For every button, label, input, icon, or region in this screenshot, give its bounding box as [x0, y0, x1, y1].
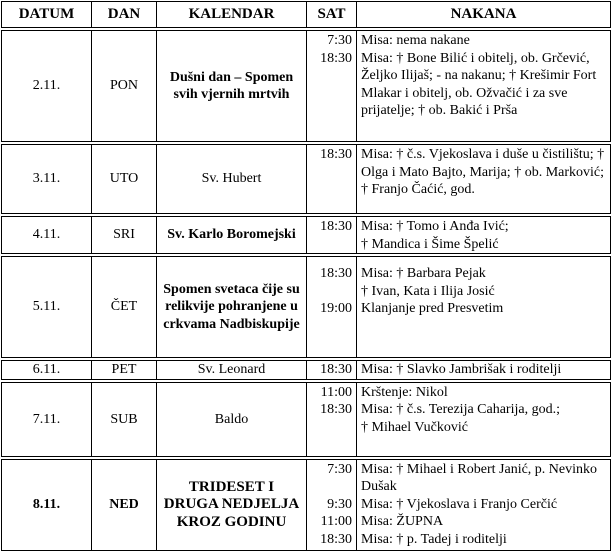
date-cell: 7.11.: [2, 382, 92, 456]
day-cell: PET: [92, 361, 157, 380]
calendar-cell: Baldo: [157, 382, 307, 456]
intention-text: Misa: † č.s. Terezija Caharija, god.;: [361, 402, 560, 418]
intention-text: Klanjanje pred Presvetim: [361, 301, 504, 317]
mass-time: 18:30: [320, 362, 352, 378]
table-row: [2, 459, 611, 550]
intention-text: Krštenje: Nikol: [361, 384, 448, 400]
date-cell: 3.11.: [2, 145, 92, 214]
time-cell: [307, 382, 357, 456]
calendar-cell: Sv. Karlo Boromejski: [157, 217, 307, 254]
date-cell: 5.11.: [2, 257, 92, 358]
date-cell: 2.11.: [2, 31, 92, 142]
calendar-cell: Sv. Leonard: [157, 361, 307, 380]
table-row: [2, 217, 611, 254]
calendar-cell: Spomen svetaca čije su relikvije pohranjene u crkvama Nadbiskupije: [157, 257, 307, 358]
intention-text: Misa: † Mihael i Robert Janić, p. Nevinko Dušak: [361, 461, 598, 495]
intention-text: Misa: † Vjekoslava i Franjo Cerčić: [361, 496, 558, 512]
day-cell: UTO: [92, 145, 157, 214]
mass-time: 18:30: [320, 147, 352, 163]
day-cell: SRI: [92, 217, 157, 254]
date-cell: 8.11.: [2, 459, 92, 550]
intention-cell: [357, 382, 611, 456]
mass-time: 7:30: [327, 461, 352, 477]
mass-schedule-table: [1, 1, 611, 551]
mass-time: 9:30: [327, 496, 352, 512]
calendar-cell: TRIDESET I DRUGA NEDJELJA KROZ GODINU: [157, 459, 307, 550]
day-cell: ČET: [92, 257, 157, 358]
mass-time: 18:30: [320, 402, 352, 418]
intention-text: Misa: nema nakane: [361, 33, 470, 49]
table-header-row: [2, 2, 611, 28]
date-cell: 4.11.: [2, 217, 92, 254]
table-row: [2, 361, 611, 380]
day-cell: PON: [92, 31, 157, 142]
time-cell: [307, 257, 357, 358]
day-cell: SUB: [92, 382, 157, 456]
table-row: [2, 382, 611, 456]
header-date: DATUM: [2, 2, 92, 28]
header-time: SAT: [307, 2, 357, 28]
header-intention: NAKANA: [357, 2, 611, 28]
header-calendar: KALENDAR: [157, 2, 307, 28]
intention-text: † Mihael Vučković: [361, 419, 468, 435]
intention-text: Misa: † Barbara Pejak: [361, 266, 486, 282]
mass-time: 18:30: [320, 50, 352, 66]
time-cell: [307, 459, 357, 550]
date-cell: 6.11.: [2, 361, 92, 380]
mass-time: 18:30: [320, 219, 352, 235]
intention-text: † Mandica i Šime Špelić: [361, 236, 499, 252]
intention-text: Misa: † Bone Bilić i obitelj, ob. Grčević, Željko Ilijaš; - na nakanu; † Krešimir Fort Mlakar i obitelj, ob. Ožvačić i za sve prijatelje; † ob. Bakić i Prša: [361, 50, 597, 119]
calendar-cell: Sv. Hubert: [157, 145, 307, 214]
time-cell: [307, 217, 357, 254]
intention-cell: [357, 145, 611, 214]
intention-text: Misa: † č.s. Vjekoslava i duše u čistilištu; † Olga i Mato Bajto, Marija; † ob. Marković; † Franjo Čaćić, god.: [361, 147, 605, 198]
calendar-cell: Dušni dan – Spomen svih vjernih mrtvih: [157, 31, 307, 142]
mass-time: 7:30: [327, 33, 352, 49]
intention-cell: [357, 217, 611, 254]
header-day: DAN: [92, 2, 157, 28]
mass-time: 18:30: [320, 531, 352, 547]
time-cell: [307, 31, 357, 142]
table-row: [2, 31, 611, 142]
mass-time: 19:00: [320, 301, 352, 317]
intention-cell: [357, 257, 611, 358]
intention-cell: [357, 361, 611, 380]
mass-time: 11:00: [320, 384, 352, 400]
mass-time: 11:00: [320, 514, 352, 530]
intention-text: Misa: ŽUPNA: [361, 514, 444, 530]
intention-text: Misa: † Tomo i Anđa Ivić;: [361, 219, 509, 235]
table-row: [2, 145, 611, 214]
intention-text: Misa: † p. Tadej i roditelji: [361, 531, 507, 547]
time-cell: [307, 145, 357, 214]
table-row: [2, 257, 611, 358]
intention-text: † Ivan, Kata i Ilija Josić: [361, 283, 495, 299]
day-cell: NED: [92, 459, 157, 550]
intention-cell: [357, 459, 611, 550]
mass-time: 18:30: [320, 266, 352, 282]
intention-cell: [357, 31, 611, 142]
intention-text: Misa: † Slavko Jambrišak i roditelji: [361, 362, 562, 378]
time-cell: [307, 361, 357, 380]
